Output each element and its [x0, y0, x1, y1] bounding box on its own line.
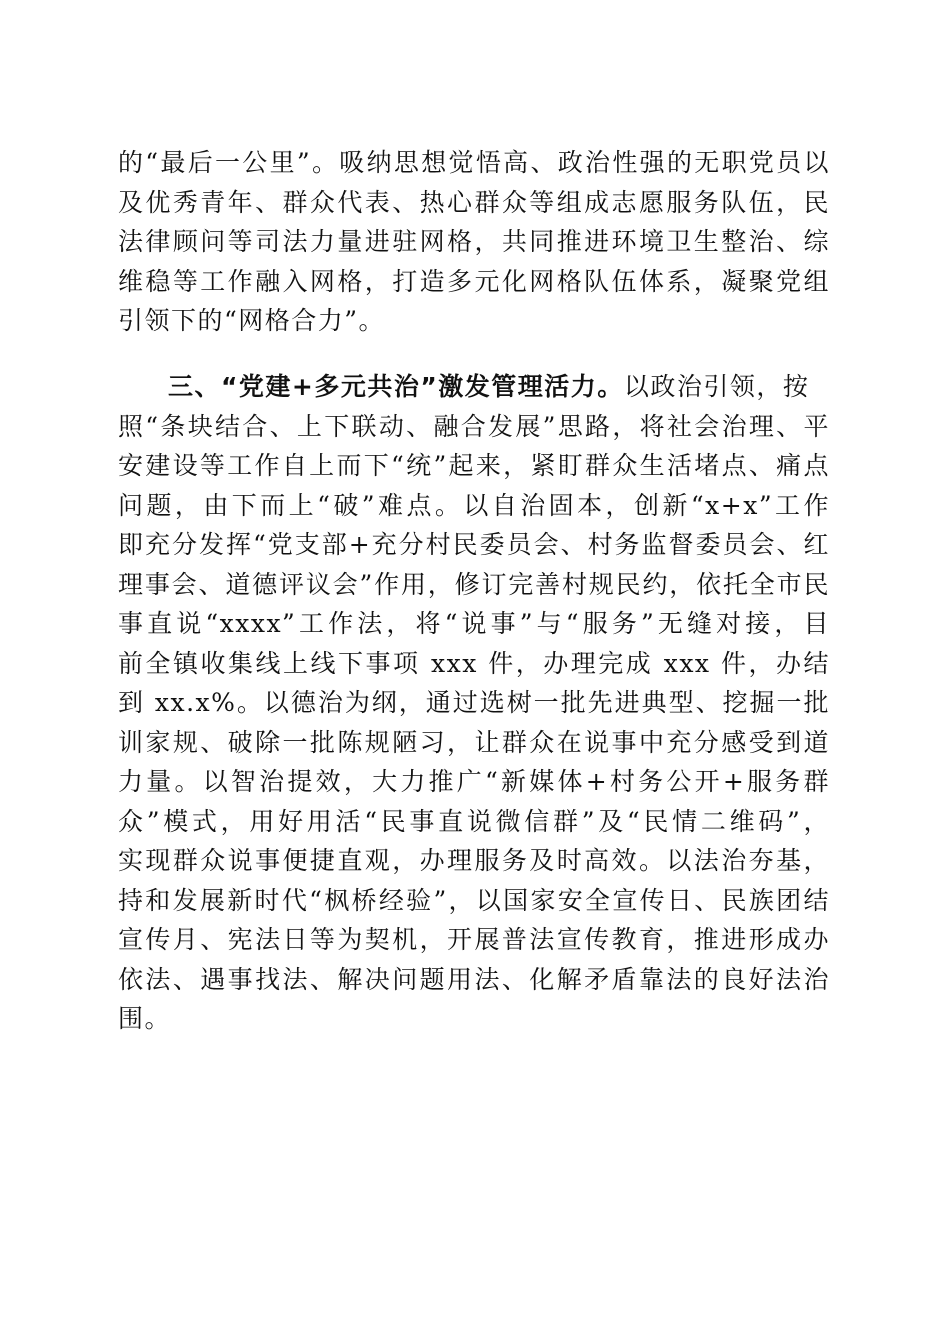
text-line: 理事会、道德评议会”作用，修订完善村规民约，依托全市民	[118, 569, 830, 599]
text-line: 到 xx.x%。以德治为纲，通过选树一批先进典型、挖掘一批	[118, 688, 830, 717]
text-line: 及优秀青年、群众代表、热心群众等组成志愿服务队伍，民	[118, 187, 830, 217]
text-line: 维稳等工作融入网格，打造多元化网格队伍体系，凝聚党组	[118, 266, 830, 296]
text-line: 力量。以智治提效，大力推广“新媒体+村务公开+服务群	[118, 767, 830, 796]
text-line: 宣传月、宪法日等为契机，开展普法宣传教育，推进形成办	[118, 925, 830, 954]
text-line: 前全镇收集线上线下事项 xxx 件，办理完成 xxx 件，办结	[118, 648, 830, 678]
text-line: 事直说“xxxx”工作法，将“说事”与“服务”无缝对接，目	[118, 609, 830, 638]
text-line: 安建设等工作自上而下“统”起来，紧盯群众生活堵点、痛点	[118, 451, 830, 480]
text-line: 的“最后一公里”。吸纳思想觉悟高、政治性强的无职党员以	[118, 148, 830, 177]
text-line: 持和发展新时代“枫桥经验”，以国家安全宣传日、民族团结	[118, 885, 830, 915]
text-line: 围。	[118, 1004, 172, 1033]
text-line: 依法、遇事找法、解决问题用法、化解矛盾靠法的良好法治	[118, 964, 830, 994]
text-line: 引领下的“网格合力”。	[118, 306, 386, 335]
text-line: 法律顾问等司法力量进驻网格，共同推进环境卫生整治、综	[118, 227, 830, 256]
paragraph-2	[118, 367, 830, 1039]
text-line: 众”模式，用好用活“民事直说微信群”及“民情二维码”，	[118, 806, 830, 836]
heading-followup-text: 以政治引领，按	[623, 372, 810, 401]
section-heading: 三、“党建+多元共治”激发管理活力。	[168, 372, 624, 401]
text-line: 照“条块结合、上下联动、融合发展”思路，将社会治理、平	[118, 411, 830, 441]
text-line: 即充分发挥“党支部+充分村民委员会、村务监督委员会、红	[118, 530, 830, 559]
paragraph-2-first-line	[118, 367, 830, 407]
text-line: 问题，由下而上“破”难点。以自治固本，创新“x+x”工作	[118, 490, 830, 520]
paragraph-1	[118, 143, 830, 341]
text-line: 训家规、破除一批陈规陋习，让群众在说事中充分感受到道	[118, 727, 830, 757]
text-line: 实现群众说事便捷直观，办理服务及时高效。以法治夯基，	[118, 846, 830, 875]
